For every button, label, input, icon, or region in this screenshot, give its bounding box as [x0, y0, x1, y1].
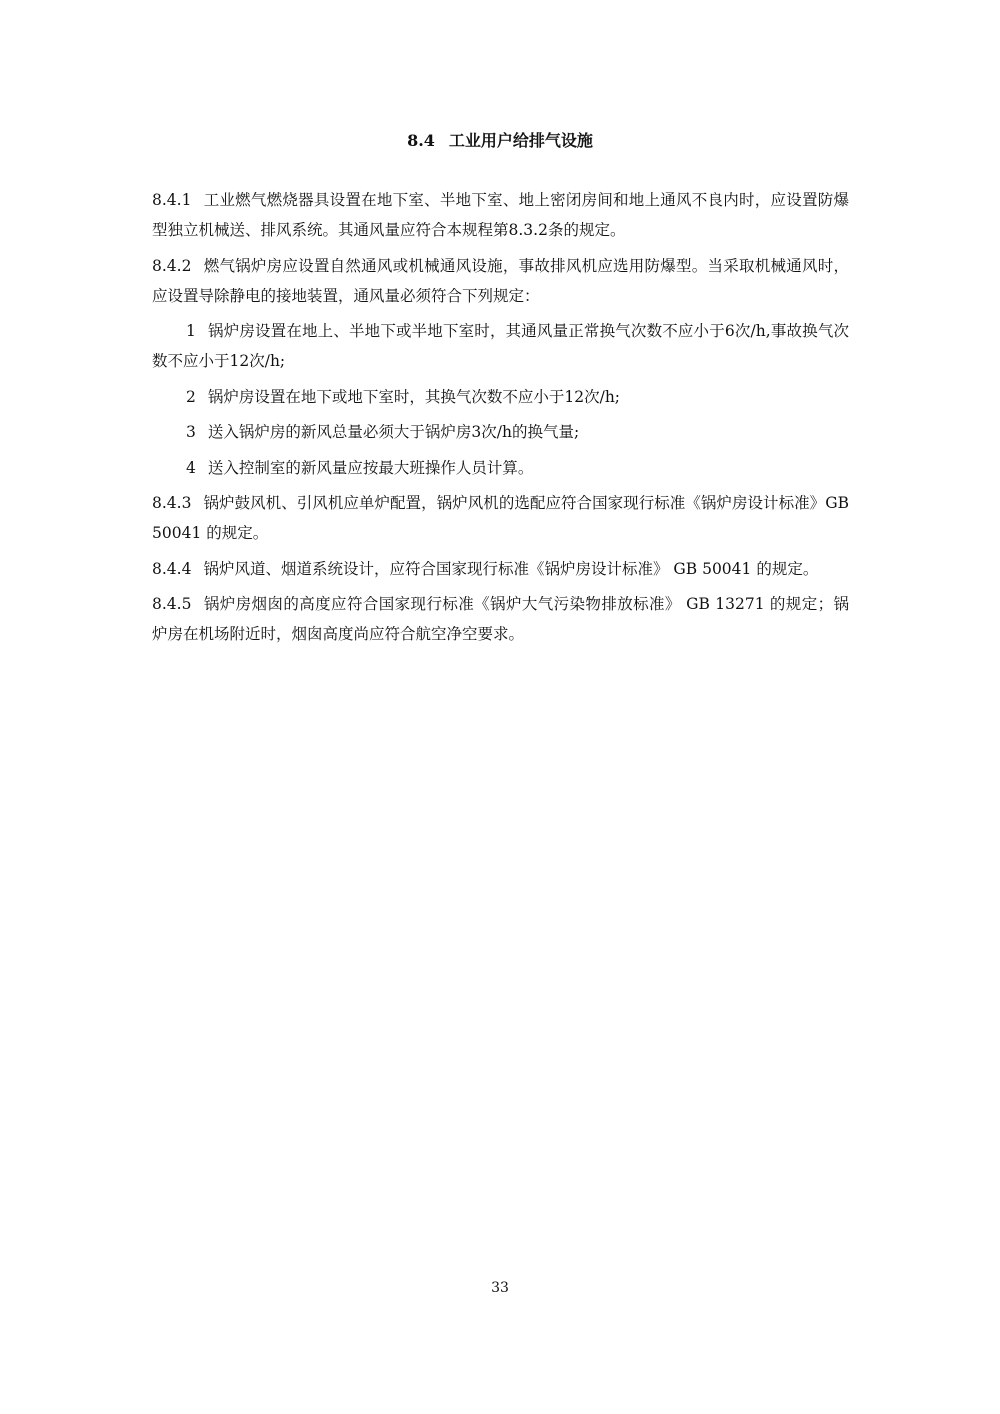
item-text: 锅炉房设置在地上、半地下或半地下室时，其通风量正常换气次数不应小于6次/h,事故换气次数不应小于12次/h;: [152, 322, 849, 370]
clause-8-4-3: [152, 488, 849, 548]
item-number: 2: [186, 387, 196, 406]
section-number: 8.4: [407, 131, 435, 150]
page-number: 33: [491, 1280, 509, 1296]
document-body: [152, 185, 849, 655]
list-item: [152, 316, 849, 376]
clause-8-4-5: [152, 589, 849, 649]
item-text: 送入控制室的新风量应按最大班操作人员计算。: [207, 458, 534, 477]
clause-text: 工业燃气燃烧器具设置在地下室、半地下室、地上密闭房间和地上通风不良内时，应设置防爆型独立机械送、排风系统。其通风量应符合本规程第8.3.2条的规定。: [152, 191, 849, 239]
clause-number: 8.4.4: [152, 559, 192, 578]
clause-8-4-1: [152, 185, 849, 245]
item-number: 3: [186, 423, 196, 441]
clause-number: 8.4.5: [152, 595, 192, 613]
clause-number: 8.4.2: [152, 256, 192, 275]
clause-text: 锅炉风道、烟道系统设计，应符合国家现行标准《锅炉房设计标准》 GB 50041 的规定。: [203, 559, 819, 578]
clause-8-4-4: [152, 554, 849, 584]
list-item: [152, 417, 849, 447]
item-number: 1: [186, 322, 196, 340]
clause-number: 8.4.1: [152, 191, 192, 209]
clause-text: 燃气锅炉房应设置自然通风或机械通风设施，事故排风机应选用防爆型。当采取机械通风时，应设置导除静电的接地装置，通风量必须符合下列规定：: [152, 256, 849, 305]
section-title: 工业用户给排气设施: [448, 131, 593, 150]
list-item: [152, 382, 849, 412]
clause-text: 锅炉房烟囱的高度应符合国家现行标准《锅炉大气污染物排放标准》 GB 13271 的规定；锅炉房在机场附近时，烟囱高度尚应符合航空净空要求。: [152, 595, 849, 643]
item-number: 4: [186, 458, 196, 477]
clause-number: 8.4.3: [152, 494, 192, 512]
section-heading: [0, 128, 1000, 154]
clause-text: 锅炉鼓风机、引风机应单炉配置，锅炉风机的选配应符合国家现行标准《锅炉房设计标准》GB 50041 的规定。: [152, 494, 849, 542]
clause-8-4-2: [152, 251, 849, 311]
list-item: [152, 453, 849, 483]
item-text: 锅炉房设置在地下或地下室时，其换气次数不应小于12次/h;: [207, 387, 621, 406]
item-text: 送入锅炉房的新风总量必须大于锅炉房3次/h的换气量;: [207, 423, 580, 441]
